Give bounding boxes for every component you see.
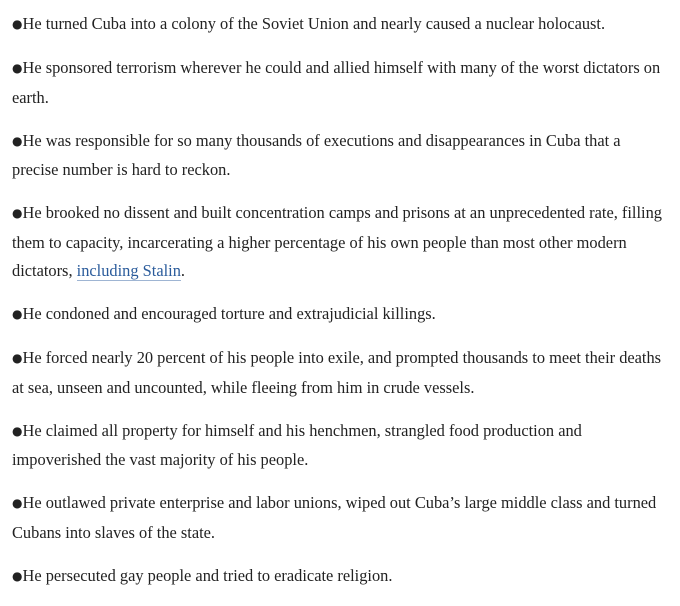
bullet-icon: ●	[12, 496, 23, 510]
item-text: He persecuted gay people and tried to eradicate religion.	[22, 565, 393, 585]
item-text: He claimed all property for himself and his henchmen, strangled food production and impoverished the vast majority of his people.	[12, 420, 582, 469]
item-text-end: .	[180, 261, 186, 280]
item-text: He sponsored terrorism wherever he could and allied himself with many of the worst dictators on earth.	[12, 58, 661, 107]
item-text: He turned Cuba into a colony of the Soviet Union and nearly caused a nuclear holocaust.	[22, 14, 606, 33]
list-item	[12, 127, 667, 185]
list-item	[12, 489, 667, 547]
bullet-icon: ●	[12, 133, 23, 148]
item-text: He condoned and encouraged torture and extrajudicial killings.	[22, 304, 436, 323]
list-item	[12, 10, 667, 40]
item-text: He outlawed private enterprise and labor unions, wiped out Cuba’s large middle class and turned Cubans into slaves of the state.	[12, 493, 657, 542]
bullet-icon: ●	[12, 17, 23, 31]
item-text: He forced nearly 20 percent of his people into exile, and prompted thousands to meet their deaths at sea, unseen and uncounted, while fleeing from him in crude vessels.	[12, 348, 662, 397]
list-item	[12, 562, 667, 592]
bullet-icon: ●	[12, 307, 23, 321]
list-item	[12, 417, 667, 475]
bullet-icon: ●	[12, 206, 23, 220]
bullet-icon: ●	[12, 61, 23, 75]
list-item	[12, 300, 667, 330]
list-item	[12, 199, 667, 286]
bullet-icon: ●	[12, 568, 23, 583]
list-item	[12, 344, 667, 402]
item-text: He brooked no dissent and built concentration camps and prisons at an unprecedented rate, filling them to capacity, incarcerating a higher percentage of his own people than most other modern dictators,	[12, 203, 662, 280]
item-text: He was responsible for so many thousands of executions and disappearances in Cuba that a precise number is hard to reckon.	[12, 130, 621, 179]
list-item	[12, 54, 667, 112]
bullet-icon: ●	[12, 351, 23, 365]
bullet-icon: ●	[12, 423, 23, 438]
including-stalin-link[interactable]: including Stalin	[76, 261, 181, 280]
article-body	[12, 10, 667, 606]
